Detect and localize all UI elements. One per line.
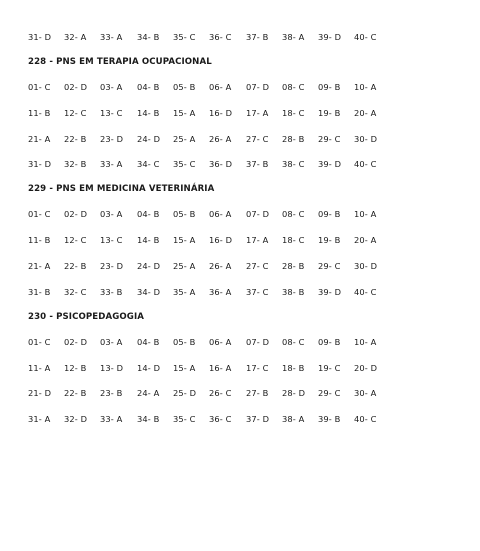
answer-cell: 32- A [64, 32, 87, 42]
answer-cell: 26- C [209, 388, 232, 399]
answer-cell: 19- C [318, 362, 341, 373]
answer-cell: 02- D [64, 82, 88, 92]
answer-cell: 01- C [28, 209, 51, 220]
answer-cell: 23- D [100, 133, 124, 144]
answer-cell: 10- A [354, 209, 377, 220]
answer-cell: 34- C [137, 159, 160, 170]
answer-cell: 11- A [28, 362, 51, 373]
answer-cell: 18- B [282, 362, 305, 373]
answer-cell: 38- A [282, 32, 305, 42]
answer-row [0, 285, 480, 299]
answer-cell: 11- B [28, 235, 51, 246]
answer-cell: 13- D [100, 362, 124, 373]
answer-cell: 37- B [246, 159, 269, 170]
answer-cell: 29- C [318, 261, 341, 271]
answer-row [0, 259, 480, 273]
answer-cell: 32- B [64, 159, 87, 170]
answer-cell: 39- D [318, 286, 342, 297]
answer-cell: 20- A [354, 107, 377, 118]
answer-cell: 04- B [137, 82, 160, 92]
answer-cell: 39- D [318, 32, 342, 42]
answer-cell: 36- A [209, 286, 232, 297]
answer-cell: 08- C [282, 209, 305, 220]
answer-cell: 19- B [318, 107, 341, 118]
answer-cell: 36- D [209, 159, 233, 170]
answer-cell: 22- B [64, 133, 87, 144]
answer-cell: 31- D [28, 159, 52, 170]
answer-cell: 21- A [28, 133, 51, 144]
answer-cell: 11- B [28, 107, 51, 118]
answer-cell: 01- C [28, 336, 51, 347]
answer-cell: 22- B [64, 261, 87, 271]
answer-cell: 21- D [28, 388, 52, 399]
answer-cell: 17- C [246, 362, 269, 373]
answer-cell: 37- D [246, 414, 270, 425]
answer-cell: 40- C [354, 159, 377, 170]
answer-cell: 38- A [282, 414, 305, 425]
answer-cell: 29- C [318, 133, 341, 144]
answer-cell: 10- A [354, 82, 377, 92]
answer-cell: 24- A [137, 388, 160, 399]
answer-cell: 32- D [64, 414, 88, 425]
answer-cell: 28- B [282, 133, 305, 144]
answer-cell: 06- A [209, 209, 232, 220]
answer-row [0, 80, 480, 94]
answer-cell: 01- C [28, 82, 51, 92]
answer-row [0, 30, 480, 44]
answer-cell: 23- B [100, 388, 123, 399]
answer-cell: 40- C [354, 414, 377, 425]
answer-cell: 06- A [209, 82, 232, 92]
answer-cell: 19- B [318, 235, 341, 246]
answer-cell: 26- A [209, 261, 232, 271]
answer-cell: 35- C [173, 159, 196, 170]
answer-cell: 31- B [28, 286, 51, 297]
answer-cell: 05- B [173, 82, 196, 92]
answer-cell: 37- C [246, 286, 269, 297]
answer-cell: 16- A [209, 362, 232, 373]
answer-cell: 20- A [354, 235, 377, 246]
answer-cell: 07- D [246, 209, 270, 220]
answer-cell: 25- A [173, 133, 196, 144]
answer-cell: 03- A [100, 336, 123, 347]
answer-cell: 23- D [100, 261, 124, 271]
answer-cell: 27- C [246, 261, 269, 271]
answer-cell: 12- B [64, 362, 87, 373]
answer-cell: 14- D [137, 362, 161, 373]
answer-cell: 26- A [209, 133, 232, 144]
answer-row [0, 157, 480, 171]
answer-cell: 40- C [354, 286, 377, 297]
answer-row [0, 233, 480, 247]
answer-row [0, 207, 480, 221]
answer-cell: 02- D [64, 336, 88, 347]
answer-cell: 31- A [28, 414, 51, 425]
answer-cell: 12- C [64, 107, 87, 118]
answer-cell: 07- D [246, 336, 270, 347]
answer-cell: 24- D [137, 261, 161, 271]
answer-cell: 16- D [209, 107, 233, 118]
answer-cell: 39- D [318, 159, 342, 170]
answer-cell: 15- A [173, 235, 196, 246]
answer-cell: 18- C [282, 107, 305, 118]
answer-row [0, 412, 480, 426]
answer-cell: 38- B [282, 286, 305, 297]
answer-cell: 14- B [137, 235, 160, 246]
answer-cell: 08- C [282, 336, 305, 347]
answer-cell: 22- B [64, 388, 87, 399]
answer-cell: 03- A [100, 209, 123, 220]
answer-cell: 34- B [137, 32, 160, 42]
answer-row [0, 361, 480, 375]
answer-cell: 17- A [246, 107, 269, 118]
answer-cell: 09- B [318, 82, 341, 92]
answer-cell: 25- D [173, 388, 197, 399]
answer-cell: 28- D [282, 388, 306, 399]
answer-cell: 39- B [318, 414, 341, 425]
answer-cell: 24- D [137, 133, 161, 144]
answer-cell: 27- B [246, 388, 269, 399]
answer-cell: 07- D [246, 82, 270, 92]
answer-row [0, 132, 480, 146]
answer-cell: 04- B [137, 209, 160, 220]
answer-cell: 38- C [282, 159, 305, 170]
answer-cell: 13- C [100, 235, 123, 246]
answer-cell: 14- B [137, 107, 160, 118]
answer-cell: 20- D [354, 362, 378, 373]
answer-cell: 18- C [282, 235, 305, 246]
answer-cell: 17- A [246, 235, 269, 246]
answer-cell: 10- A [354, 336, 377, 347]
answer-cell: 33- B [100, 286, 123, 297]
answer-cell: 34- D [137, 286, 161, 297]
answer-cell: 36- C [209, 32, 232, 42]
answer-cell: 28- B [282, 261, 305, 271]
answer-cell: 15- A [173, 107, 196, 118]
answer-cell: 36- C [209, 414, 232, 425]
answer-cell: 31- D [28, 32, 52, 42]
answer-cell: 25- A [173, 261, 196, 271]
answer-cell: 33- A [100, 414, 123, 425]
answer-cell: 32- C [64, 286, 87, 297]
answer-cell: 35- C [173, 414, 196, 425]
answer-cell: 40- C [354, 32, 377, 42]
answer-cell: 06- A [209, 336, 232, 347]
answer-cell: 09- B [318, 336, 341, 347]
answer-cell: 34- B [137, 414, 160, 425]
answer-cell: 30- A [354, 388, 377, 399]
section-heading: 230 - PSICOPEDAGOGIA [28, 311, 145, 322]
answer-cell: 15- A [173, 362, 196, 373]
answer-cell: 35- A [173, 286, 196, 297]
answer-cell: 30- D [354, 261, 378, 271]
answer-cell: 21- A [28, 261, 51, 271]
answer-cell: 12- C [64, 235, 87, 246]
answer-row [0, 386, 480, 400]
answer-cell: 35- C [173, 32, 196, 42]
answer-cell: 03- A [100, 82, 123, 92]
section-heading: 228 - PNS EM TERAPIA OCUPACIONAL [28, 57, 212, 67]
answer-cell: 05- B [173, 336, 196, 347]
answer-cell: 09- B [318, 209, 341, 220]
answer-cell: 16- D [209, 235, 233, 246]
answer-cell: 33- A [100, 32, 123, 42]
answer-cell: 33- A [100, 159, 123, 170]
answer-cell: 37- B [246, 32, 269, 42]
answer-cell: 04- B [137, 336, 160, 347]
answer-cell: 27- C [246, 133, 269, 144]
answer-cell: 05- B [173, 209, 196, 220]
answer-row [0, 335, 480, 349]
answer-cell: 02- D [64, 209, 88, 220]
answer-cell: 29- C [318, 388, 341, 399]
answer-cell: 08- C [282, 82, 305, 92]
answer-row [0, 106, 480, 120]
answer-cell: 13- C [100, 107, 123, 118]
section-heading: 229 - PNS EM MEDICINA VETERINÁRIA [28, 184, 215, 195]
answer-cell: 30- D [354, 133, 378, 144]
